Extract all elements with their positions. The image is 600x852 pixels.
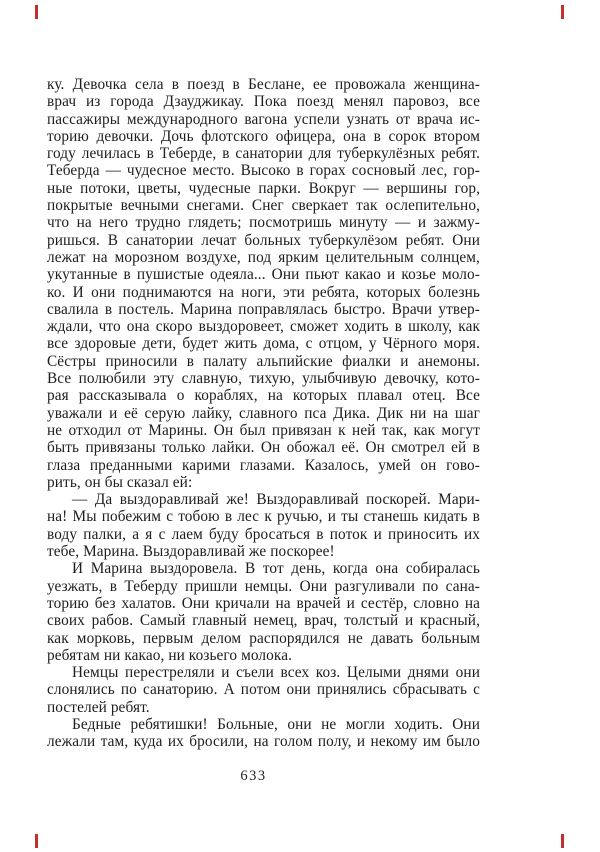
text-line: постелей ребят. — [47, 698, 150, 716]
text-line: торию без халатов. Они кричали на врачей и сестёр, словно на — [47, 594, 480, 612]
text-line: Сёстры приносили в палату альпийские фиалки и анемоны. — [47, 352, 480, 370]
text-line: своих рабов. Самый главный немец, врач, толстый и красный, — [47, 612, 480, 630]
text-line: как морковь, первым делом распорядился не давать больным — [47, 629, 480, 647]
text-line: году лечилась в Теберде, в санатории для туберкулёзных ребят. — [47, 145, 480, 163]
text-line: ждали, что она скоро выздоровеет, сможет ходить в школу, как — [47, 318, 480, 336]
text-line: что на него трудно глядеть; посмотришь минуту — и зажму- — [47, 214, 480, 232]
text-line: на! Мы побежим с тобою в лес к ручью, и ты станешь кидать в — [47, 508, 480, 526]
text-line: тебе, Марина. Выздоравливай же поскорее! — [47, 543, 335, 561]
crop-mark-top-left — [35, 5, 38, 19]
text-line: ко. И они поднимаются на ноги, эти ребята, которых болезнь — [47, 283, 480, 301]
text-line: ришься. В санатории лечат больных туберкулёзом ребят. Они — [47, 231, 480, 249]
text-line: торию девочки. Дочь флотского офицера, она в сорок втором — [47, 127, 480, 145]
text-line: — Да выздоравливай же! Выздоравливай поскорей. Мари- — [72, 491, 480, 509]
text-line: слонялись по санаторию. А потом они принялись сбрасывать с — [47, 681, 480, 699]
text-line: Теберда — чудесное место. Высоко в горах сосновый лес, гор- — [47, 162, 480, 180]
text-line: Все полюбили эту славную, тихую, улыбчивую девочку, кото- — [47, 370, 480, 388]
text-line: уважали и её серую лайку, славного пса Дика. Дик ни на шаг — [47, 404, 480, 422]
text-line: ные потоки, цветы, чудесные парки. Вокруг — вершины гор, — [47, 179, 480, 197]
crop-mark-top-right — [561, 5, 564, 19]
text-line: рить, он бы сказал ей: — [47, 473, 193, 491]
text-line: Немцы перестреляли и съели всех коз. Целыми днями они — [72, 664, 480, 682]
text-line: Бедные ребятишки! Больные, они не могли ходить. Они — [72, 715, 480, 733]
text-line: свалила в постель. Марина поправлялась быстро. Врачи утвер- — [47, 300, 480, 318]
text-line: не отходил от Марины. Он был привязан к ней так, как могут — [47, 421, 480, 439]
text-line: лежали там, куда их бросили, на голом полу, и некому им было — [47, 733, 480, 751]
text-line: ку. Девочка села в поезд в Беслане, ее провожала женщина- — [47, 76, 480, 93]
text-line: укутанные в пушистые одеяла... Они пьют какао и козье моло- — [47, 266, 480, 284]
text-block — [47, 76, 480, 751]
text-line: И Марина выздоровела. В тот день, когда она собиралась — [72, 560, 480, 578]
text-line: уезжать, в Теберду пришли немцы. Они разгуливали по сана- — [47, 577, 480, 595]
text-line: воду палки, а я с лаем буду бросаться в поток и приносить их — [47, 525, 480, 543]
page-number: 633 — [240, 768, 267, 784]
crop-mark-bottom-right — [561, 834, 564, 848]
crop-mark-bottom-left — [35, 834, 38, 848]
text-line: ребятам ни какао, ни козьего молока. — [47, 646, 293, 664]
text-line: быть привязаны только лайки. Он обожал её. Он смотрел ей в — [47, 439, 480, 457]
text-line: все здоровые дети, будет жить дома, с отцом, у Чёрного моря. — [47, 335, 480, 353]
text-line: пассажиры международного вагона успели узнать от врача ис- — [47, 110, 480, 128]
text-line: покрытые вечными снегами. Снег сверкает так ослепительно, — [47, 197, 480, 215]
text-line: лежат на морозном воздухе, под ярким целительным солнцем, — [47, 248, 480, 266]
text-line: глаза преданными карими глазами. Казалось, умей он гово- — [47, 456, 480, 474]
text-line: врач из города Дзауджикау. Пока поезд менял паровоз, все — [47, 93, 480, 111]
text-line: рая рассказывала о кораблях, на которых плавал отец. Все — [47, 387, 480, 405]
